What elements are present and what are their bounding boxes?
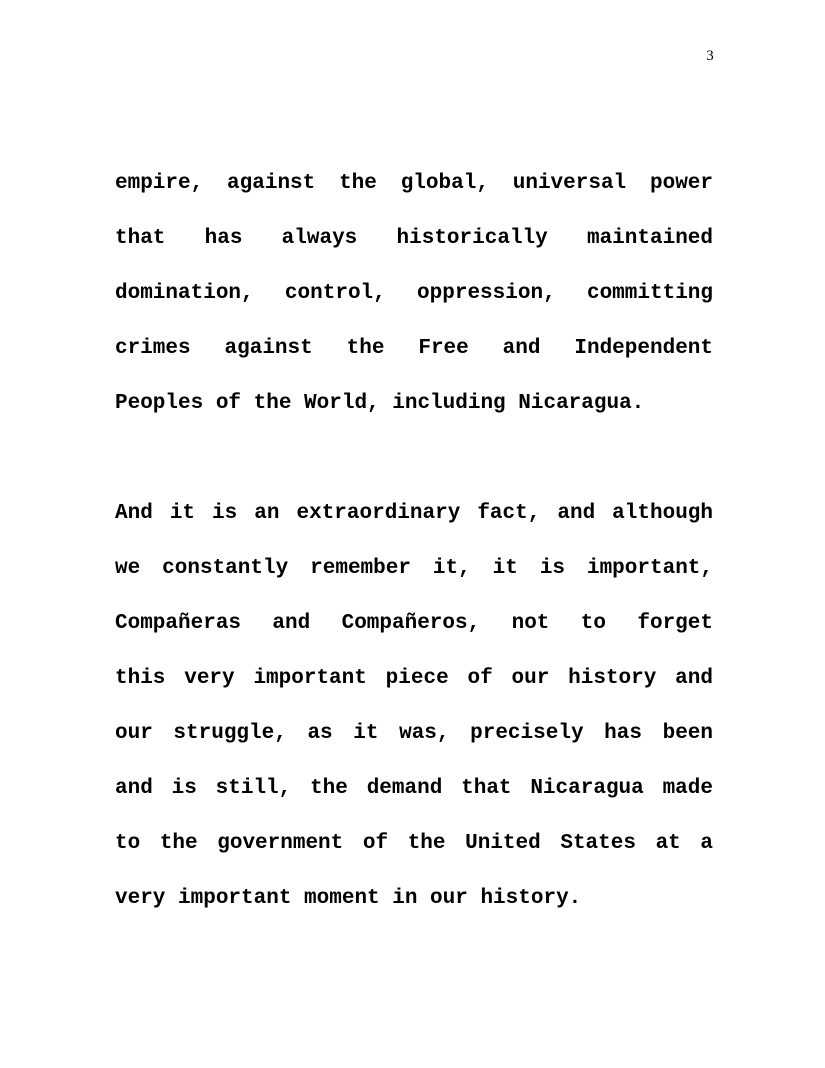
text-line: empire, against the global, universal power xyxy=(115,172,713,195)
text-line: we constantly remember it, it is important, xyxy=(115,557,713,580)
text-line: Compañeras and Compañeros, not to forget xyxy=(115,612,713,635)
text-line: that has always historically maintained xyxy=(115,227,713,250)
text-line: this very important piece of our history and xyxy=(115,667,713,690)
text-line: and is still, the demand that Nicaragua made xyxy=(115,777,713,800)
text-line: to the government of the United States at a xyxy=(115,832,713,855)
text-line: Peoples of the World, including Nicaragua. xyxy=(115,392,645,415)
text-line: crimes against the Free and Independent xyxy=(115,337,713,360)
text-line: our struggle, as it was, precisely has been xyxy=(115,722,713,745)
text-line: very important moment in our history. xyxy=(115,887,582,910)
text-line: domination, control, oppression, committing xyxy=(115,282,713,305)
text-line: And it is an extraordinary fact, and although xyxy=(115,502,713,525)
paragraph-1 xyxy=(115,156,713,431)
paragraph-2 xyxy=(115,486,713,926)
page-number: 3 xyxy=(706,48,714,64)
